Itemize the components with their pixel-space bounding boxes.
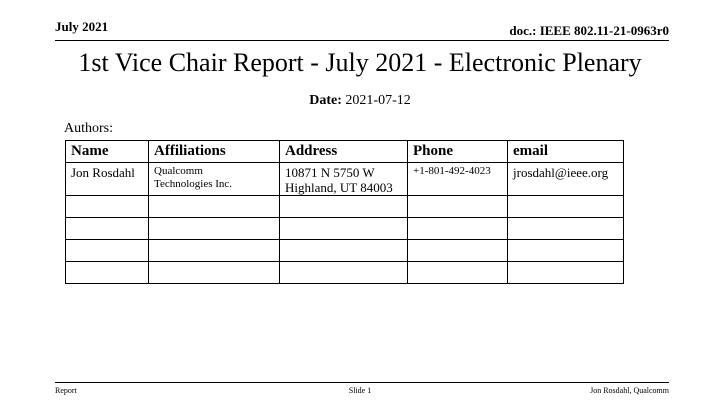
table-row [66,262,624,284]
table-row [66,196,624,218]
author-affiliation [149,163,280,196]
affiliation-line-1: Qualcomm [154,165,203,177]
address-line-1: 10871 N 5750 W [285,165,375,180]
affiliation-line-2: Technologies Inc. [154,178,233,190]
footer-left: Report [55,386,77,395]
column-header-address: Address [280,141,408,163]
author-phone: +1-801-492-4023 [408,163,508,196]
column-header-name: Name [66,141,149,163]
author-name: Jon Rosdahl [66,163,149,196]
footer-right: Jon Rosdahl, Qualcomm [590,386,669,395]
header-divider [55,40,669,41]
author-email: jrosdahl@ieee.org [508,163,624,196]
table-row [66,218,624,240]
address-line-2: Highland, UT 84003 [285,180,393,195]
date-label: Date: [309,93,342,108]
column-header-affiliations: Affiliations [149,141,280,163]
authors-label: Authors: [64,121,113,136]
header-date: July 2021 [55,19,109,34]
table-row [66,240,624,262]
header-doc-id: doc.: IEEE 802.11-21-0963r0 [509,23,669,38]
date-value: 2021-07-12 [345,93,411,108]
slide-title: 1st Vice Chair Report - July 2021 - Electronic Plenary [78,48,642,77]
footer-slide-number: Slide 1 [348,386,372,395]
author-address [280,163,408,196]
date-line [0,93,720,109]
authors-table [65,140,624,284]
authors-header-row [66,141,624,163]
column-header-phone: Phone [408,141,508,163]
column-header-email: email [508,141,624,163]
footer-divider [55,382,669,383]
table-row [66,163,624,196]
